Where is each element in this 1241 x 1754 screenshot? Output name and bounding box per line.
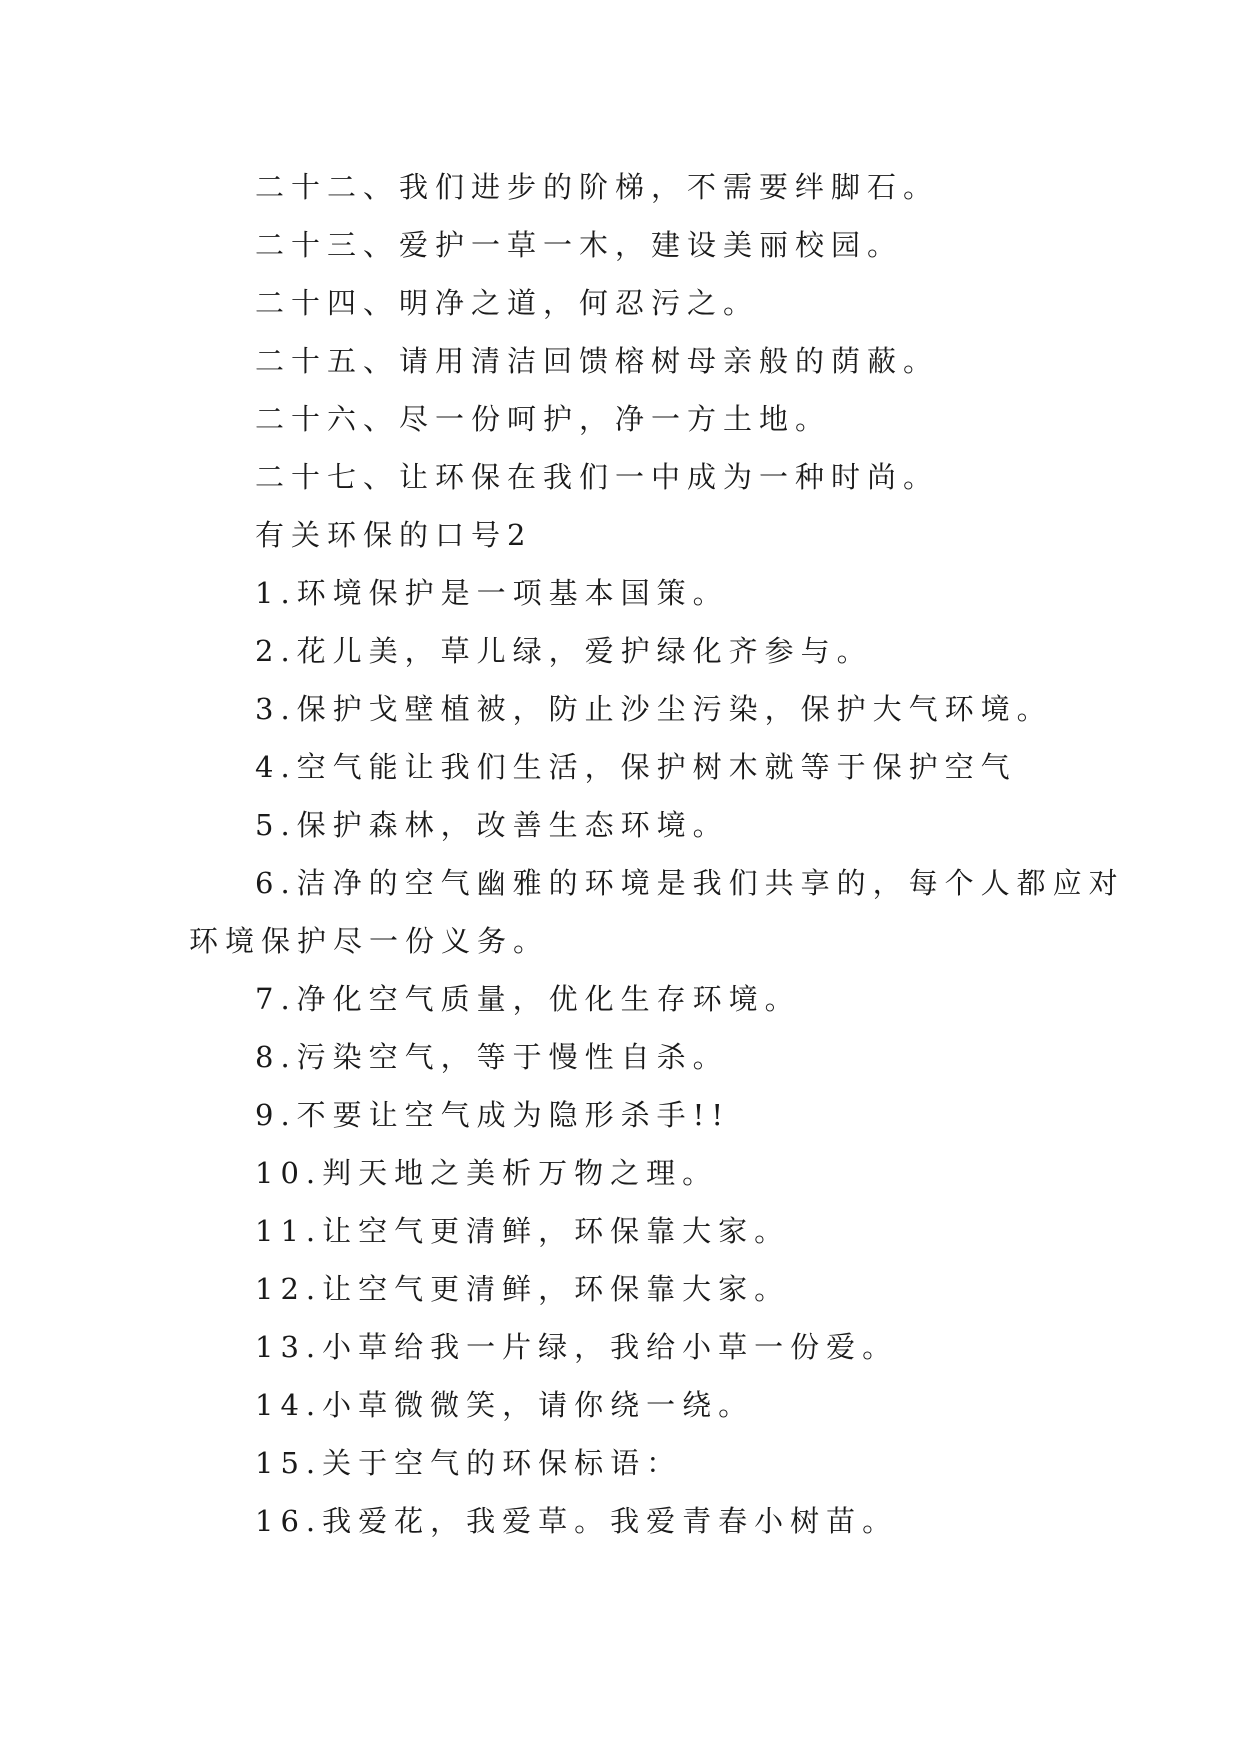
slogan-line: 二十二、我们进步的阶梯，不需要绊脚石。	[255, 170, 940, 204]
slogan-line: 14.小草微微笑，请你绕一绕。	[255, 1388, 755, 1422]
section-heading: 有关环保的口号2	[255, 518, 533, 552]
slogan-line: 2.花儿美，草儿绿，爱护绿化齐参与。	[255, 634, 873, 668]
slogan-line: 4.空气能让我们生活，保护树木就等于保护空气	[255, 750, 1017, 784]
document-body	[189, 158, 1125, 1550]
slogan-line: 二十四、明净之道，何忍污之。	[255, 286, 760, 320]
slogan-line: 12.让空气更清鲜，环保靠大家。	[255, 1272, 791, 1306]
slogan-line: 16.我爱花，我爱草。我爱青春小树苗。	[255, 1504, 899, 1538]
slogan-line: 1.环境保护是一项基本国策。	[255, 576, 729, 610]
slogan-line: 二十六、尽一份呵护，净一方土地。	[255, 402, 832, 436]
slogan-line: 10.判天地之美析万物之理。	[255, 1156, 719, 1190]
slogan-line: 二十七、让环保在我们一中成为一种时尚。	[255, 460, 940, 494]
slogan-line: 7.净化空气质量，优化生存环境。	[255, 982, 801, 1016]
slogan-line: 9.不要让空气成为隐形杀手!!	[255, 1098, 730, 1132]
slogan-line-continuation: 环境保护尽一份义务。	[189, 924, 550, 958]
slogan-line: 8.污染空气，等于慢性自杀。	[255, 1040, 729, 1074]
slogan-line: 11.让空气更清鲜，环保靠大家。	[255, 1214, 791, 1248]
slogan-line: 二十三、爱护一草一木，建设美丽校园。	[255, 228, 904, 262]
slogan-line: 6.洁净的空气幽雅的环境是我们共享的，每个人都应对	[255, 866, 1125, 900]
slogan-line: 3.保护戈壁植被，防止沙尘污染，保护大气环境。	[255, 692, 1053, 726]
slogan-line: 13.小草给我一片绿，我给小草一份爱。	[255, 1330, 899, 1364]
slogan-line: 5.保护森林，改善生态环境。	[255, 808, 729, 842]
slogan-line: 二十五、请用清洁回馈榕树母亲般的荫蔽。	[255, 344, 940, 378]
slogan-line: 15.关于空气的环保标语：	[255, 1446, 683, 1480]
